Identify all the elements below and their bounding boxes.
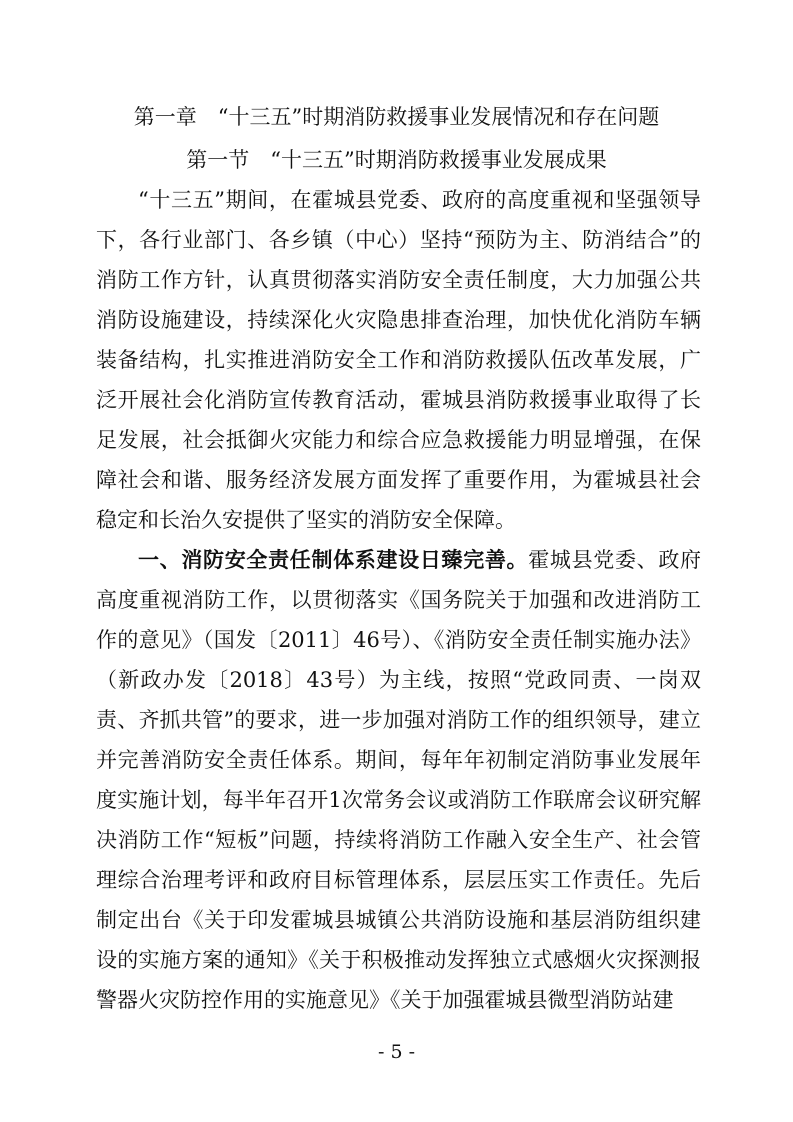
paragraph-body: 霍城县党委、政府高度重视消防工作，以贯彻落实《国务院关于加强和改进消防工作的意见》（国发〔2011〕46号）、《消防安全责任制实施办法》（新政办发〔2018〕43号）为主线，按照“党政同责、一岗双责、齐抓共管”的要求，进一步加强对消防工作的组织领导，建立并完善消防安全责任体系。期间，每年年初制定消防事业发展年度实施计划，每半年召开1次常务会议或消防工作联席会议研究解决消防工作“短板”问题，持续将消防工作融入安全生产、社会管理综合治理考评和政府目标管理体系，层层压实工作责任。先后制定出台《关于印发霍城县城镇公共消防设施和基层消防组织建设的实施方案的通知》《关于积极推动发挥独立式感烟火灾探测报警器火灾防控作用的实施意见》《关于加强霍城县微型消防站建	[96, 548, 702, 1012]
section-title: 第一节 “十三五”时期消防救援事业发展成果	[186, 148, 607, 172]
paragraph-lead: 一、消防安全责任制体系建设日臻完善。	[138, 547, 529, 572]
paragraph-responsibility	[96, 540, 701, 1020]
chapter-title: 第一章 “十三五”时期消防救援事业发展情况和存在问题	[133, 105, 660, 129]
page-number: - 5 -	[377, 1041, 415, 1063]
body-text	[96, 180, 701, 1020]
paragraph-intro: “十三五”期间，在霍城县党委、政府的高度重视和坚强领导下，各行业部门、各乡镇（中心）坚持“预防为主、防消结合”的消防工作方针，认真贯彻落实消防安全责任制度，大力加强公共消防设施建设，持续深化火灾隐患排查治理，加快优化消防车辆装备结构，扎实推进消防安全工作和消防救援队伍改革发展，广泛开展社会化消防宣传教育活动，霍城县消防救援事业取得了长足发展，社会抵御火灾能力和综合应急救援能力明显增强，在保障社会和谐、服务经济发展方面发挥了重要作用，为霍城县社会稳定和长治久安提供了坚实的消防安全保障。	[96, 188, 701, 532]
